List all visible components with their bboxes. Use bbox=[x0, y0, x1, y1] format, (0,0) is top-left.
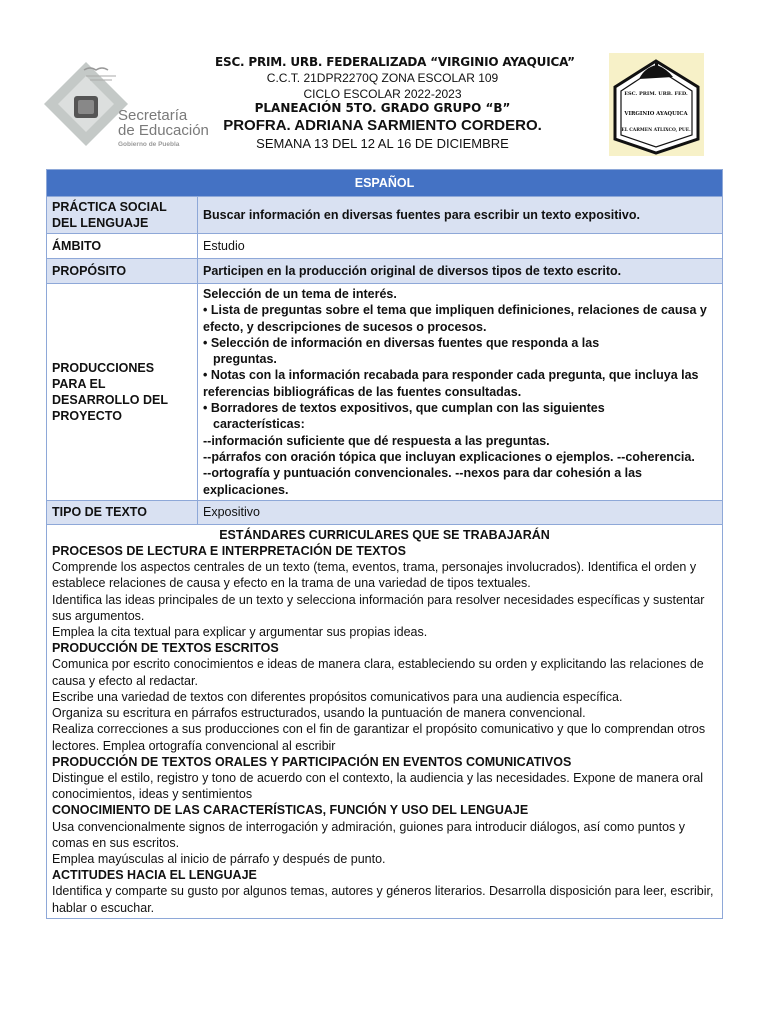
standards-cell bbox=[47, 524, 723, 918]
list-item: • Borradores de textos expositivos, que cumplan con las siguientes bbox=[203, 401, 605, 416]
purpose-label: PROPÓSITO bbox=[47, 259, 198, 284]
planning-title: PLANEACIÓN 5TO. GRADO GRUPO “B” bbox=[254, 101, 511, 115]
list-item: Selección de un tema de interés. bbox=[203, 287, 397, 301]
subject-title: ESPAÑOL bbox=[47, 170, 723, 197]
list-item: --información suficiente que dé respuesta a las preguntas. bbox=[203, 433, 550, 448]
productions-list bbox=[198, 284, 723, 501]
table-row bbox=[47, 234, 723, 259]
table-row bbox=[47, 284, 723, 501]
section-heading: PRODUCCIÓN DE TEXTOS ORALES Y PARTICIPACIÓN EN EVENTOS COMUNICATIVOS bbox=[52, 754, 572, 769]
paragraph: Comprende los aspectos centrales de un texto (tema, eventos, trama, personajes involucrados). Identifica el orden y establece relaciones de causa y efecto en la trama de una variedad de tipos textuales. bbox=[52, 560, 697, 591]
school-cycle: CICLO ESCOLAR 2022-2023 bbox=[303, 87, 462, 101]
section-heading: PRODUCCIÓN DE TEXTOS ESCRITOS bbox=[52, 641, 279, 656]
section-heading: ACTITUDES HACIA EL LENGUAJE bbox=[52, 868, 257, 883]
list-item: --párrafos con oración tópica que incluyan explicaciones o ejemplos. --coherencia. bbox=[203, 449, 695, 464]
text-type-label: TIPO DE TEXTO bbox=[47, 500, 198, 524]
practice-value: Buscar información en diversas fuentes para escribir un texto expositivo. bbox=[198, 197, 723, 234]
text-type-value: Expositivo bbox=[198, 500, 723, 524]
seal-bottom-text: EL CARMEN ATLIXCO, PUE. bbox=[621, 128, 691, 133]
school-seal-icon bbox=[609, 53, 704, 156]
list-item: preguntas. bbox=[213, 352, 277, 367]
seal-middle-text: VIRGINIO AYAQUICA bbox=[624, 111, 688, 117]
table-row bbox=[47, 259, 723, 284]
logo-line-1: Secretaría bbox=[118, 107, 188, 124]
paragraph: Identifica y comparte su gusto por algunos temas, autores y géneros literarios. Desarrolla disposición para leer, escribir, hablar o escuchar. bbox=[52, 884, 714, 915]
productions-label: PRODUCCIONES PARA EL DESARROLLO DEL PROYECTO bbox=[47, 284, 198, 501]
table-row bbox=[47, 500, 723, 524]
list-item: --ortografía y puntuación convencionales. --nexos para dar cohesión a las explicaciones. bbox=[203, 466, 642, 497]
logo-line-3: Gobierno de Puebla bbox=[118, 141, 180, 148]
planning-table bbox=[46, 169, 723, 919]
practice-label: PRÁCTICA SOCIAL DEL LENGUAJE bbox=[47, 197, 198, 234]
paragraph: Distingue el estilo, registro y tono de acuerdo con el contexto, la audiencia y las necesidades. Expone de manera oral conocimientos, ideas y sentimientos bbox=[52, 770, 704, 802]
cct-line: C.C.T. 21DPR2270Q ZONA ESCOLAR 109 bbox=[266, 71, 499, 85]
scope-value: Estudio bbox=[198, 234, 723, 259]
logo-emblem-icon bbox=[44, 62, 128, 146]
paragraph: Emplea la cita textual para explicar y argumentar sus propias ideas. bbox=[52, 625, 428, 640]
standards-row bbox=[47, 524, 723, 918]
paragraph: Usa convencionalmente signos de interrogación y admiración, guiones para introducir diálogos, así como puntos y comas en sus escritos. bbox=[52, 819, 685, 850]
paragraph: Realiza correcciones a sus producciones con el fin de garantizar el propósito comunicativo y que lo comprendan otros lectores. Emplea ortografía convencional al escribir bbox=[52, 722, 706, 753]
secretaria-educacion-logo bbox=[44, 58, 219, 150]
section-heading: PROCESOS DE LECTURA E INTERPRETACIÓN DE TEXTOS bbox=[52, 544, 406, 559]
school-name: ESC. PRIM. URB. FEDERALIZADA “VIRGINIO AYAQUICA” bbox=[215, 55, 575, 69]
section-heading: CONOCIMIENTO DE LAS CARACTERÍSTICAS, FUNCIÓN Y USO DEL LENGUAJE bbox=[52, 803, 529, 818]
purpose-value: Participen en la producción original de diversos tipos de texto escrito. bbox=[198, 259, 723, 284]
paragraph: Identifica las ideas principales de un texto y selecciona información para resolver necesidades específicas y sustentar sus argumentos. bbox=[52, 592, 705, 623]
list-item: • Notas con la información recabada para responder cada pregunta, que incluya las referencias bibliográficas de las fuentes consultadas. bbox=[203, 368, 699, 399]
paragraph: Emplea mayúsculas al inicio de párrafo y después de punto. bbox=[52, 851, 386, 866]
teacher-name: PROFRA. ADRIANA SARMIENTO CORDERO. bbox=[223, 117, 542, 134]
seal-top-text: ESC. PRIM. URB. FED. bbox=[624, 91, 688, 97]
standards-title: ESTÁNDARES CURRICULARES QUE SE TRABAJARÁN bbox=[219, 527, 550, 542]
scope-label: ÁMBITO bbox=[47, 234, 198, 259]
week-range: SEMANA 13 DEL 12 AL 16 DE DICIEMBRE bbox=[256, 136, 509, 151]
paragraph: Comunica por escrito conocimientos e ideas de manera clara, estableciendo su orden y explicitando las relaciones de causa y efecto al redactar. bbox=[52, 657, 704, 688]
paragraph: Escribe una variedad de textos con diferentes propósitos comunicativos para una audiencia específica. bbox=[52, 689, 623, 704]
list-item: características: bbox=[213, 417, 305, 432]
paragraph: Organiza su escritura en párrafos estructurados, usando la puntuación de manera convencional. bbox=[52, 706, 586, 721]
page-header bbox=[0, 0, 768, 165]
list-item: • Selección de información en diversas fuentes que responda a las bbox=[203, 335, 600, 350]
list-item: • Lista de preguntas sobre el tema que impliquen definiciones, relaciones de causa y efecto, y descripciones de sucesos o procesos. bbox=[203, 303, 707, 334]
logo-line-2: de Educación bbox=[118, 122, 209, 139]
table-row bbox=[47, 197, 723, 234]
subject-row bbox=[47, 170, 723, 197]
